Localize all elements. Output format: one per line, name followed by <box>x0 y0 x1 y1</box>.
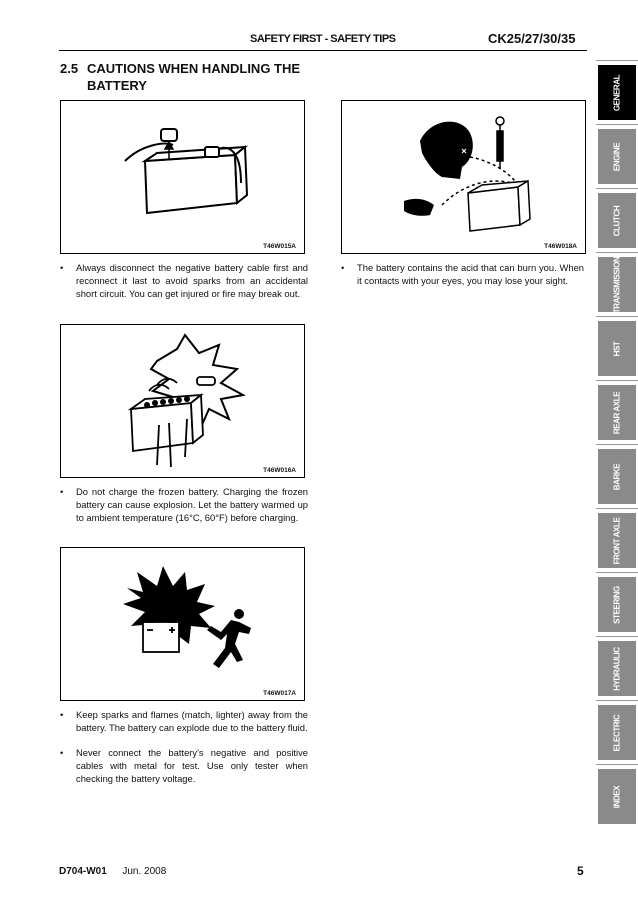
figure-acid-eyes <box>341 100 586 254</box>
tab-label: CLUTCH <box>612 205 622 236</box>
header-rule <box>59 50 587 51</box>
figure-disconnect-cable <box>60 100 305 254</box>
header-title: SAFETY FIRST - SAFETY TIPS <box>250 33 396 45</box>
tab-label: HYDRAULIC <box>612 646 622 691</box>
bullet-text: Keep sparks and flames (match, lighter) away from the battery. The battery can explode due to the battery fluid. <box>76 709 308 733</box>
tab-front-axle[interactable] <box>596 508 638 572</box>
tab-index[interactable] <box>596 764 638 828</box>
bullet-dot: • <box>60 486 64 497</box>
tab-label: BARKE <box>612 463 622 490</box>
page-number: 5 <box>577 864 584 878</box>
battery-cable-illustration <box>61 101 304 253</box>
figure-frozen-battery <box>60 324 305 478</box>
figure-explosion <box>60 547 305 701</box>
bullet-dot: • <box>60 262 64 273</box>
doc-date: Jun. 2008 <box>122 866 167 877</box>
tab-label: GENERAL <box>612 74 622 111</box>
tab-label: STEERING <box>612 585 622 624</box>
tab-general[interactable] <box>596 60 638 124</box>
figure-code: T46W015A <box>263 243 296 250</box>
bullet-acid-burn <box>341 261 584 287</box>
acid-eye-illustration <box>342 101 585 253</box>
tab-brake[interactable] <box>596 444 638 508</box>
bullet-text: Never connect the battery's negative and positive cables with metal for test. Use only tester when checking the battery voltage. <box>76 747 308 784</box>
explosion-illustration <box>61 548 304 700</box>
header-model: CK25/27/30/35 <box>488 31 576 46</box>
tab-electric[interactable] <box>596 700 638 764</box>
tab-clutch[interactable] <box>596 188 638 252</box>
tab-label: FRONT AXLE <box>612 517 622 564</box>
figure-code: T46W018A <box>544 243 577 250</box>
tab-hydraulic[interactable] <box>596 636 638 700</box>
bullet-disconnect-negative <box>60 261 308 300</box>
bullet-text: The battery contains the acid that can burn you. When it contacts with your eyes, you may lose your sight. <box>357 262 584 286</box>
tab-label: TRANSMISSION <box>612 256 622 313</box>
tab-label: HST <box>612 341 622 356</box>
doc-code: D704-W01 <box>59 866 107 877</box>
tab-label: ELECTRIC <box>612 714 622 751</box>
tab-hst[interactable] <box>596 316 638 380</box>
tab-label: REAR AXLE <box>612 391 622 434</box>
bullet-never-short-cables <box>60 746 308 785</box>
bullet-frozen-battery <box>60 485 308 524</box>
bullet-text: Always disconnect the negative battery cable first and reconnect it last to avoid sparks from an accidental short circuit. You can get injured or fire may break out. <box>76 262 308 299</box>
section-heading: CAUTIONS WHEN HANDLING THE BATTERY <box>87 61 301 93</box>
tab-transmission[interactable] <box>596 252 638 316</box>
tab-label: ENGINE <box>612 142 622 171</box>
figure-code: T46W017A <box>263 690 296 697</box>
bullet-dot: • <box>341 262 345 273</box>
footer-doc <box>59 866 166 877</box>
bullet-dot: • <box>60 709 64 720</box>
section-title <box>60 60 320 94</box>
section-number: 2.5 <box>60 61 79 76</box>
bullet-text: Do not charge the frozen battery. Charging the frozen battery can cause explosion. Let the battery warmed up to ambient temperature (16°C, 60°F) before charging. <box>76 486 308 523</box>
frozen-battery-illustration <box>61 325 304 477</box>
tab-steering[interactable] <box>596 572 638 636</box>
bullet-keep-sparks-away <box>60 708 308 734</box>
bullet-dot: • <box>60 747 64 758</box>
figure-code: T46W016A <box>263 467 296 474</box>
tab-label: INDEX <box>612 785 622 808</box>
tab-rear-axle[interactable] <box>596 380 638 444</box>
tab-engine[interactable] <box>596 124 638 188</box>
